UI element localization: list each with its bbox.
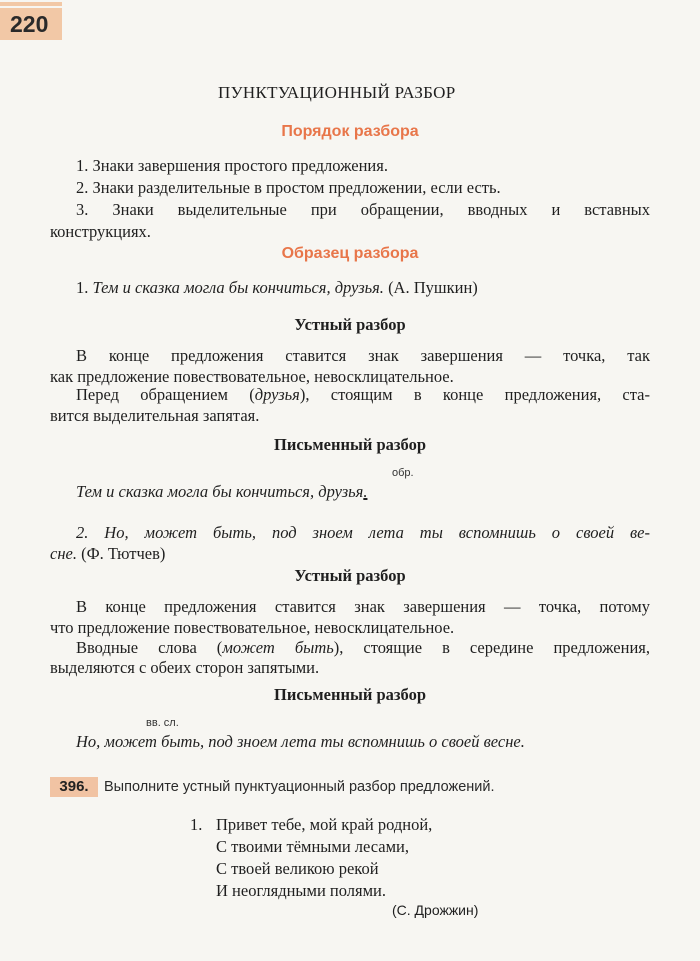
poem-line-2: С твоими тёмными лесами, bbox=[216, 837, 409, 856]
example-1-oral-heading: Устный разбор bbox=[294, 315, 406, 334]
example-2-written-sentence: Но, может быть, под зноем лета ты вспомнишь о своей весне. bbox=[76, 732, 525, 751]
poem-line-4: И неоглядными полями. bbox=[216, 881, 386, 900]
appeal-comma: , bbox=[309, 482, 315, 501]
example-1-oral-p1-line1: В конце предложения ставится знак завершения — точка, так bbox=[76, 346, 650, 365]
poem-author: (С. Дрожжин) bbox=[392, 902, 479, 918]
exercise-task: Выполните устный пунктуационный разбор предложений. bbox=[104, 779, 495, 795]
introductory-words-mark: вв. сл. bbox=[146, 717, 179, 729]
example-2-line2: сне. (Ф. Тютчев) bbox=[50, 544, 166, 563]
example-1-oral-p1-line2: как предложение повествовательное, невосклицательное. bbox=[50, 367, 454, 386]
order-item-3-cont: конструкциях. bbox=[50, 222, 151, 241]
example-2-line1: 2. Но, может быть, под зноем лета ты вспомнишь о своей ве- bbox=[76, 523, 650, 542]
appeal-mark: обр. bbox=[392, 467, 414, 479]
page-title: ПУНКТУАЦИОННЫЙ РАЗБОР bbox=[218, 83, 456, 102]
order-heading: Порядок разбора bbox=[281, 123, 419, 140]
intro-comma-1: , bbox=[96, 732, 101, 751]
order-item-2: 2. Знаки разделительные в простом предложении, если есть. bbox=[76, 178, 501, 197]
example-1-text: Тем и сказка могла бы кончиться, друзья. bbox=[92, 278, 384, 297]
poem-line-3: С твоей великою рекой bbox=[216, 859, 379, 878]
example-2-oral-p1-line2: что предложение повествовательное, невосклицательное. bbox=[50, 618, 455, 637]
sample-heading: Образец разбора bbox=[281, 245, 419, 262]
page-number-strip bbox=[0, 2, 62, 6]
exercise-number-badge: 396. bbox=[50, 777, 98, 797]
example-1-written-heading: Письменный разбор bbox=[274, 435, 426, 454]
order-item-1: 1. Знаки завершения простого предложения. bbox=[76, 156, 388, 175]
poem-line-1: Привет тебе, мой край родной, bbox=[216, 815, 433, 834]
poem-number: 1. bbox=[190, 815, 203, 834]
example-1-number: 1. bbox=[76, 278, 89, 297]
example-2-oral-heading: Устный разбор bbox=[294, 566, 406, 585]
page-number: 220 bbox=[0, 8, 62, 40]
example-1-author: (А. Пушкин) bbox=[388, 278, 478, 297]
end-period: . bbox=[363, 482, 368, 501]
example-1-written-sentence: Тем и сказка могла бы кончиться, друзья. bbox=[76, 482, 368, 501]
example-1-oral-p2-line2: вится выделительная запятая. bbox=[50, 406, 260, 425]
example-2-oral-p2-line1: Вводные слова (может быть), стоящие в середине предложения, bbox=[76, 638, 651, 657]
example-2-oral-p2-line2: выделяются с обеих сторон запятыми. bbox=[50, 658, 320, 677]
order-item-3: 3. Знаки выделительные при обращении, вводных и вставных bbox=[76, 200, 650, 219]
intro-comma-2: , bbox=[199, 732, 205, 751]
example-2-written-heading: Письменный разбор bbox=[274, 685, 426, 704]
example-1-sentence bbox=[76, 277, 478, 298]
example-2-oral-p1-line1: В конце предложения ставится знак завершения — точка, потому bbox=[76, 597, 650, 616]
example-1-oral-p2-line1: Перед обращением (друзья), стоящим в конце предложения, ста- bbox=[76, 385, 650, 404]
